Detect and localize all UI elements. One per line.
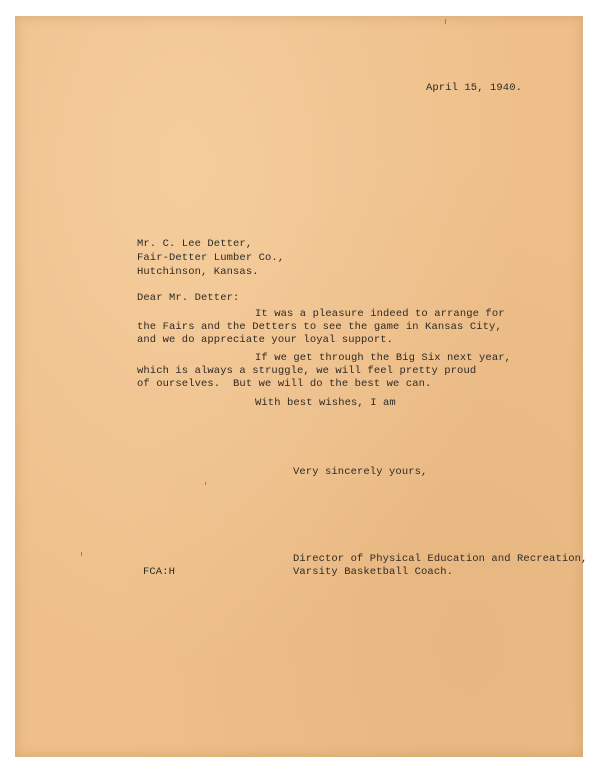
paragraph-line: and we do appreciate your loyal support. xyxy=(137,334,394,346)
recipient-company: Fair-Detter Lumber Co., xyxy=(137,252,285,264)
paragraph-line: It was a pleasure indeed to arrange for xyxy=(255,308,505,320)
closing-wishes: With best wishes, I am xyxy=(255,397,396,409)
complimentary-closing: Very sincerely yours, xyxy=(293,466,428,478)
paragraph-line: the Fairs and the Detters to see the game in Kansas City, xyxy=(137,321,502,333)
paragraph-line: If we get through the Big Six next year, xyxy=(255,352,512,364)
recipient-name: Mr. C. Lee Detter, xyxy=(137,238,253,250)
paper-speck xyxy=(445,19,446,24)
paper-speck xyxy=(205,482,206,485)
signature-title-line: Varsity Basketball Coach. xyxy=(293,566,454,578)
signature-title-line: Director of Physical Education and Recreation, xyxy=(293,553,588,565)
salutation: Dear Mr. Detter: xyxy=(137,292,240,304)
letter-date: April 15, 1940. xyxy=(426,82,523,94)
typist-initials: FCA:H xyxy=(143,566,176,578)
recipient-city: Hutchinson, Kansas. xyxy=(137,266,259,278)
paragraph-line: which is always a struggle, we will feel pretty proud xyxy=(137,365,477,377)
paragraph-line: of ourselves. But we will do the best we can. xyxy=(137,378,432,390)
letter-paper xyxy=(15,16,588,757)
paper-speck xyxy=(81,552,82,556)
